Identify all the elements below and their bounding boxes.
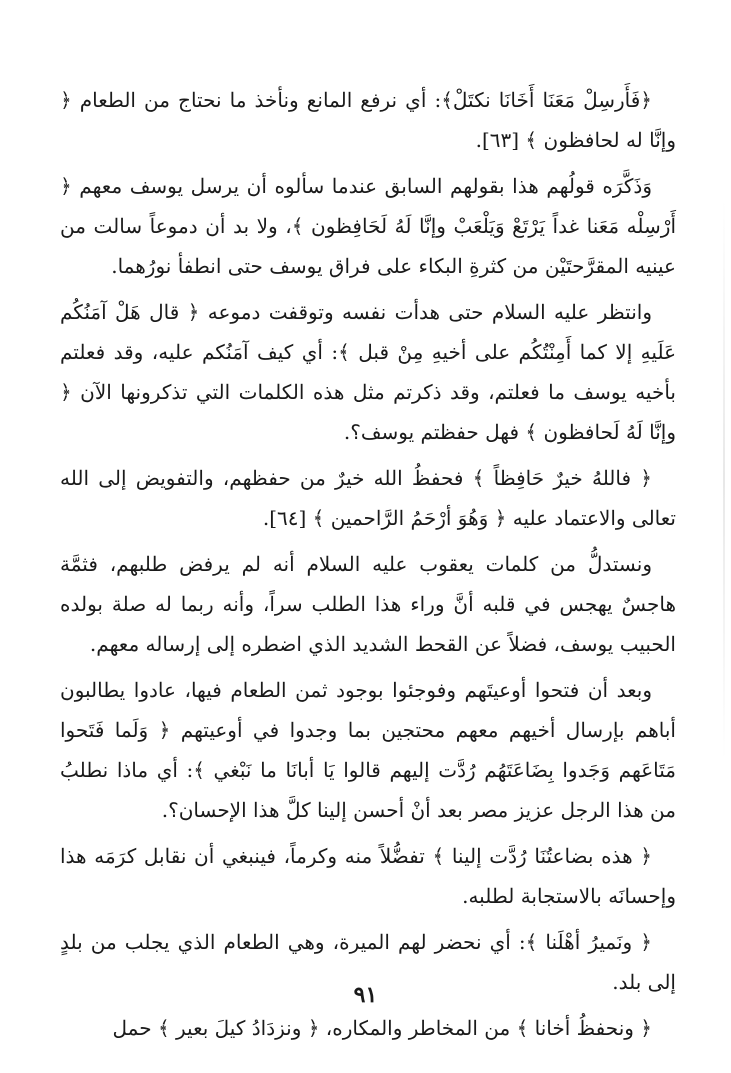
page-number: ٩١	[353, 982, 378, 1008]
page-body	[60, 80, 676, 1054]
paragraph-6: وبعد أن فتحوا أوعيتَهم وفوجئوا بوجود ثمن الطعام فيها، عادوا يطالبون أباهم بإرسال أخيهم معهم محتجين بما وجدوا في أوعيتهم ﴿ وَلَما فَتَحوا مَتَاعَهم وَجَدوا بِضَاعَتَهُم رُدَّت إليهم قالوا يَا أبانَا ما نَبْغي ﴾: أي ماذا نطلبُ من هذا الرجل عزيز مصر بعد أنْ أحسن إلينا كلَّ هذا الإحسان؟.	[60, 678, 676, 822]
paragraph-1: ﴿فَأَرسِلْ مَعَنَا أَخَانَا نكتَلْ﴾: أي نرفع المانع ونأخذ ما نحتاج من الطعام ﴿ وإنَّا له لحافظون ﴾ [٦٣].	[60, 88, 676, 152]
paragraph-3: وانتظر عليه السلام حتى هدأت نفسه وتوقفت دموعه ﴿ قال هَلْ آمَنُكُم عَلَيهِ إلا كما أَمِنْتُكُم على أخيهِ مِنْ قبل ﴾: أي كيف آمَنُكم عليه، وقد فعلتم بأخيه يوسف ما فعلتم، وقد ذكرتم مثل هذه الكلمات التي تذكرونها الآن ﴿ وإنَّا لَهُ لَحافظون ﴾ فهل حفظتم يوسف؟.	[60, 300, 676, 444]
paragraph-7: ﴿ هذه بضاعتُنَا رُدَّت إلينا ﴾ تفضُّلاً منه وكرماً، فينبغي أن نقابل كرَمَه هذا وإحسانَه بالاستجابة لطلبه.	[60, 844, 676, 908]
paragraph-5: ونستدلُّ من كلمات يعقوب عليه السلام أنه لم يرفض طلبهم، فثمَّة هاجسٌ يهجس في قلبه أنَّ وراء هذا الطلب سراً، وأنه ربما له صلة بولده الحبيب يوسف، فضلاً عن القحط الشديد الذي اضطره إلى إرساله معهم.	[60, 552, 676, 656]
page-edge-shadow	[723, 200, 725, 760]
paragraph-8: ﴿ ونَميرُ أهْلَنا ﴾: أي نحضر لهم الميرة، وهي الطعام الذي يجلب من بلدٍ إلى بلد.	[60, 930, 676, 994]
paragraph-4: ﴿ فاللهُ خيرٌ حَافِظاً ﴾ فحفظُ الله خيرٌ من حفظهم، والتفويض إلى الله تعالى والاعتماد عليه ﴿ وَهُوَ أرْحَمُ الرَّاحمين ﴾ [٦٤].	[60, 466, 676, 530]
paragraph-9: ﴿ ونحفظُ أخانا ﴾ من المخاطر والمكاره، ﴿ ونزدَادُ كيلَ بعير ﴾ حمل	[112, 1016, 652, 1040]
paragraph-2: وَذَكَّرَه قولُهم هذا بقولهم السابق عندما سألوه أن يرسل يوسف معهم ﴿ أَرْسِلْه مَعَنا غداً يَرْتَعْ وَيَلْعَبْ وإنَّا لَهُ لَحَافِظون ﴾، ولا بد أن دموعاً سالت من عينيه المقرَّحتَيْن من كثرةِ البكاء على فراق يوسف حتى انطفأ نورُهما.	[60, 174, 676, 278]
